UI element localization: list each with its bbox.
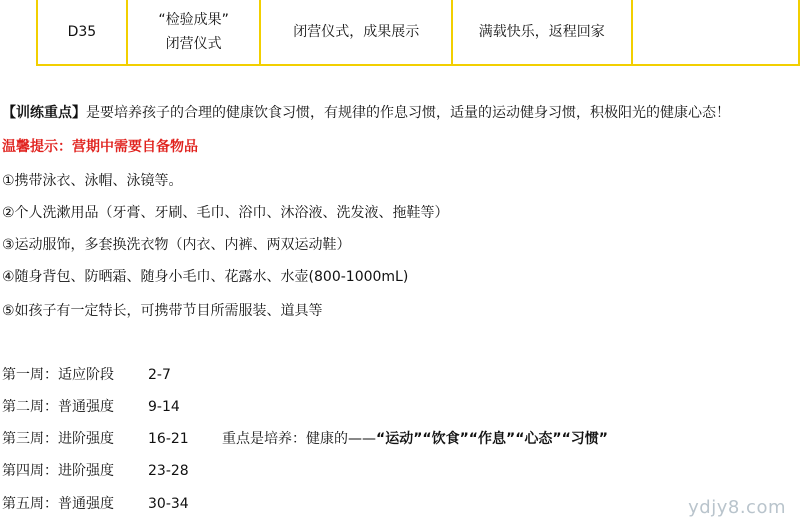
list-item: ②个人洗漱用品（牙膏、牙刷、毛巾、浴巾、沐浴液、洗发液、拖鞋等） xyxy=(2,205,449,221)
extra-cell xyxy=(632,0,800,65)
week-row xyxy=(2,366,171,384)
emphasis-highlights: “运动”“饮食”“作息”“心态”“习惯” xyxy=(376,431,609,447)
list-item: ①携带泳衣、泳帽、泳镜等。 xyxy=(2,173,183,189)
week-label: 第二周：普通强度 xyxy=(2,399,114,415)
emphasis-prefix: 重点是培养：健康的—— xyxy=(222,431,376,447)
training-focus-text: 是要培养孩子的合理的健康饮食习惯，有规律的作息习惯，适量的运动健身习惯，积极阳光的健康心态！ xyxy=(86,105,730,121)
week-row xyxy=(2,495,189,513)
week-row xyxy=(2,462,189,480)
day-cell: D35 xyxy=(37,0,127,65)
list-item: ⑤如孩子有一定特长，可携带节目所需服装、道具等 xyxy=(2,303,323,319)
watermark: ydjy8.com xyxy=(688,497,786,518)
week-days: 16-21 xyxy=(148,431,189,447)
week-days: 23-28 xyxy=(148,463,189,479)
week-row xyxy=(2,398,180,416)
week-days: 2-7 xyxy=(148,367,171,383)
list-item: ③运动服饰，多套换洗衣物（内衣、内裤、两双运动鞋） xyxy=(2,237,351,253)
week-row xyxy=(2,430,189,448)
content-cell: 闭营仪式，成果展示 xyxy=(260,0,452,65)
week-label: 第五周：普通强度 xyxy=(2,496,114,512)
table-row xyxy=(37,0,799,65)
training-focus-label: 【训练重点】 xyxy=(2,105,86,121)
activity-subtitle: 闭营仪式 xyxy=(165,36,222,52)
week-label: 第一周：适应阶段 xyxy=(2,367,114,383)
emphasis-note xyxy=(222,430,608,448)
list-item: ④随身背包、防晒霜、随身小毛巾、花露水、水壶(800-1000mL) xyxy=(2,269,409,285)
week-days: 9-14 xyxy=(148,399,180,415)
goal-cell: 满载快乐，返程回家 xyxy=(452,0,632,65)
week-days: 30-34 xyxy=(148,496,189,512)
week-label: 第三周：进阶强度 xyxy=(2,431,114,447)
training-focus xyxy=(2,104,730,122)
week-label: 第四周：进阶强度 xyxy=(2,463,114,479)
schedule-table xyxy=(36,0,800,66)
activity-title: “检验成果” xyxy=(158,11,229,28)
activity-cell xyxy=(127,0,261,65)
reminder-title: 温馨提示：营期中需要自备物品 xyxy=(2,139,198,155)
